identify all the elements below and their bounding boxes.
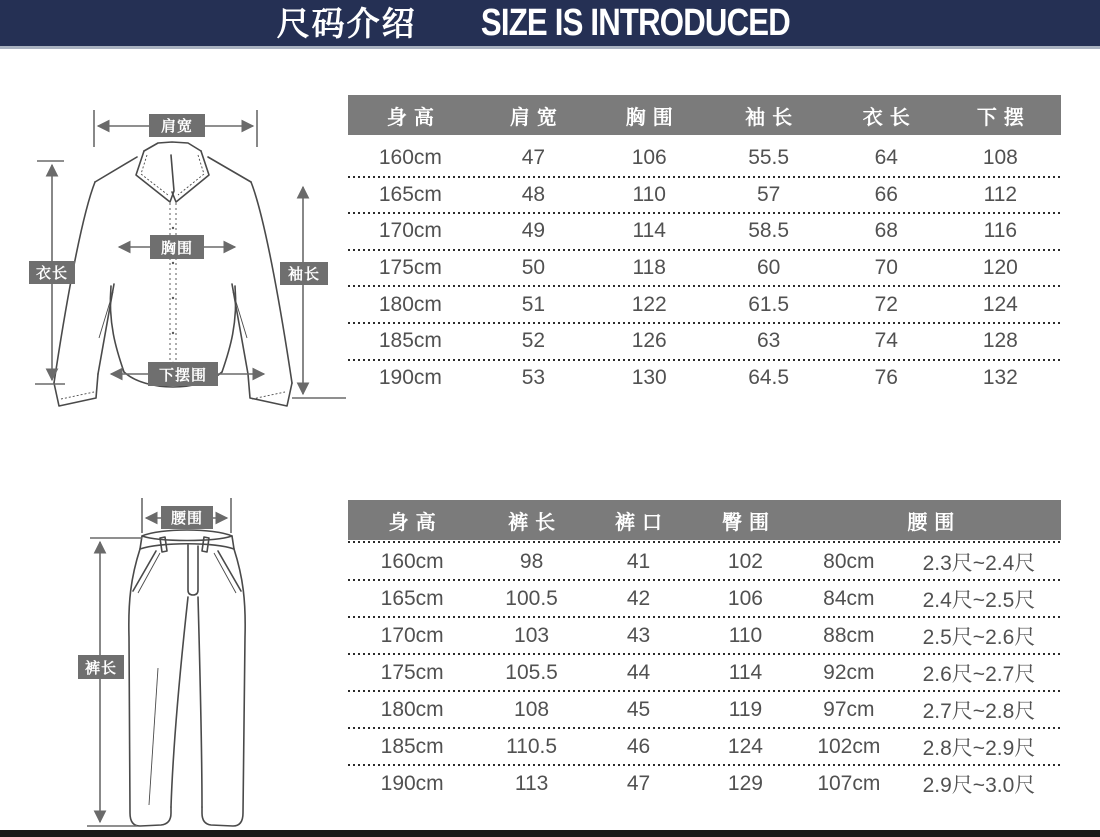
table-cell: 97cm (823, 697, 875, 721)
table-row (348, 250, 1061, 287)
table-cell: 116 (983, 219, 1018, 243)
table-cell: 42 (626, 586, 651, 610)
table-cell: 108 (514, 697, 550, 721)
column-header: 裤口 (615, 511, 670, 534)
table-cell: 170cm (380, 623, 444, 647)
table-cell: 119 (728, 697, 763, 721)
shirt-table-header (348, 95, 1061, 135)
table-cell: 41 (626, 549, 651, 573)
table-row (348, 580, 1061, 617)
table-cell: 68 (874, 219, 898, 243)
table-cell: 175cm (378, 256, 442, 280)
table-cell: 106 (727, 586, 763, 610)
banner-divider (0, 46, 1100, 49)
table-row (348, 728, 1061, 765)
table-cell: 185cm (380, 734, 444, 758)
table-cell: 124 (727, 734, 763, 758)
column-header: 下摆 (976, 106, 1031, 129)
table-cell: 76 (874, 365, 898, 389)
column-header: 身高 (388, 511, 443, 534)
table-cell: 48 (521, 182, 546, 206)
table-cell: 118 (632, 256, 666, 280)
pants-diagram (60, 485, 350, 837)
table-cell: 64.5 (748, 365, 790, 389)
shirt-size-table (348, 95, 1061, 396)
table-cell: 92cm (823, 660, 875, 684)
table-row (348, 177, 1061, 214)
table-cell: 110 (728, 623, 763, 647)
table-cell: 51 (521, 292, 546, 316)
pants-table-body (348, 540, 1061, 802)
table-row (348, 617, 1061, 654)
table-cell: 122 (631, 292, 667, 316)
column-header: 胸围 (625, 106, 680, 129)
chest-label: 胸围 (160, 240, 194, 257)
table-row (348, 213, 1061, 250)
column-header: 身高 (386, 106, 441, 129)
table-cell: 185cm (378, 329, 442, 353)
table-cell: 128 (982, 329, 1018, 353)
table-cell: 84cm (823, 586, 875, 610)
table-cell: 88cm (823, 623, 875, 647)
garment-length-label: 衣长 (35, 265, 69, 282)
table-cell: 165cm (378, 182, 442, 206)
table-cell: 190cm (378, 365, 442, 389)
column-header: 衣长 (862, 106, 917, 129)
table-cell: 106 (631, 146, 667, 170)
table-cell: 2.3尺~2.4尺 (922, 551, 1036, 575)
table-cell: 190cm (380, 771, 444, 795)
banner-title-en: SIZE IS INTRODUCED (480, 2, 790, 44)
table-cell: 49 (521, 219, 546, 243)
shirt-diagram (20, 95, 350, 440)
table-cell: 98 (519, 549, 544, 573)
table-cell: 130 (631, 365, 667, 389)
bottom-bar (0, 830, 1100, 837)
table-cell: 103 (514, 623, 550, 647)
table-cell: 160cm (380, 549, 444, 573)
table-cell: 47 (626, 771, 651, 795)
column-header: 袖长 (745, 106, 800, 129)
table-cell: 45 (626, 697, 651, 721)
table-cell: 58.5 (748, 219, 790, 243)
table-cell: 175cm (380, 660, 444, 684)
table-cell: 110 (632, 182, 666, 206)
table-cell: 102 (727, 549, 763, 573)
table-cell: 2.4尺~2.5尺 (922, 588, 1036, 612)
table-cell: 107cm (817, 771, 881, 795)
banner (0, 0, 1100, 46)
table-cell: 110.5 (506, 734, 558, 758)
table-cell: 44 (626, 660, 651, 684)
table-row (348, 654, 1061, 691)
column-header: 肩宽 (509, 106, 564, 129)
table-row (348, 286, 1061, 323)
table-cell: 55.5 (748, 146, 790, 170)
table-row (348, 323, 1061, 360)
waist-label: 腰围 (170, 510, 204, 527)
table-cell: 63 (756, 329, 781, 353)
hem-label: 下摆围 (158, 367, 208, 384)
table-cell: 114 (728, 660, 763, 684)
pants-line-art (129, 530, 245, 826)
table-cell: 70 (874, 256, 898, 280)
table-cell: 47 (521, 146, 546, 170)
pants-length-label: 裤长 (84, 660, 118, 677)
table-cell: 64 (874, 146, 898, 170)
table-cell: 105.5 (505, 660, 558, 684)
table-cell: 43 (626, 623, 651, 647)
shirt-table-body (348, 140, 1061, 396)
table-cell: 108 (982, 146, 1018, 170)
banner-title-cn: 尺码介绍 (276, 4, 417, 42)
table-cell: 160cm (378, 146, 442, 170)
table-cell: 170cm (378, 219, 442, 243)
table-cell: 2.5尺~2.6尺 (922, 625, 1036, 649)
table-cell: 124 (982, 292, 1018, 316)
pants-table-header (348, 500, 1061, 540)
shoulder-width-label: 肩宽 (160, 118, 194, 135)
table-cell: 53 (521, 365, 546, 389)
table-cell: 132 (982, 365, 1018, 389)
sleeve-length-label: 袖长 (287, 266, 321, 283)
table-cell: 74 (874, 329, 898, 353)
table-cell: 80cm (823, 549, 875, 573)
column-header: 臀围 (721, 511, 776, 534)
table-cell: 2.7尺~2.8尺 (922, 699, 1036, 723)
table-cell: 120 (982, 256, 1018, 280)
table-cell: 2.9尺~3.0尺 (922, 773, 1036, 797)
table-cell: 50 (521, 256, 546, 280)
table-cell: 114 (632, 219, 666, 243)
table-cell: 2.6尺~2.7尺 (922, 662, 1036, 686)
table-cell: 61.5 (748, 292, 790, 316)
table-cell: 126 (631, 329, 667, 353)
pants-size-table (348, 500, 1061, 802)
table-cell: 2.8尺~2.9尺 (922, 736, 1036, 760)
table-cell: 60 (756, 256, 781, 280)
table-row (348, 691, 1061, 728)
table-cell: 165cm (380, 586, 444, 610)
table-cell: 100.5 (505, 586, 558, 610)
table-row (348, 140, 1061, 177)
table-cell: 129 (727, 771, 763, 795)
table-cell: 46 (626, 734, 651, 758)
column-header: 腰围 (907, 511, 962, 534)
table-cell: 66 (874, 182, 898, 206)
column-header: 裤长 (508, 511, 563, 534)
table-row (348, 765, 1061, 802)
table-row (348, 360, 1061, 397)
table-cell: 72 (874, 292, 898, 316)
table-cell: 180cm (380, 697, 444, 721)
table-cell: 57 (756, 182, 781, 206)
table-cell: 112 (983, 182, 1018, 206)
table-cell: 52 (521, 329, 546, 353)
table-row (348, 543, 1061, 580)
table-cell: 180cm (378, 292, 442, 316)
table-cell: 102cm (817, 734, 881, 758)
table-cell: 113 (514, 771, 549, 795)
